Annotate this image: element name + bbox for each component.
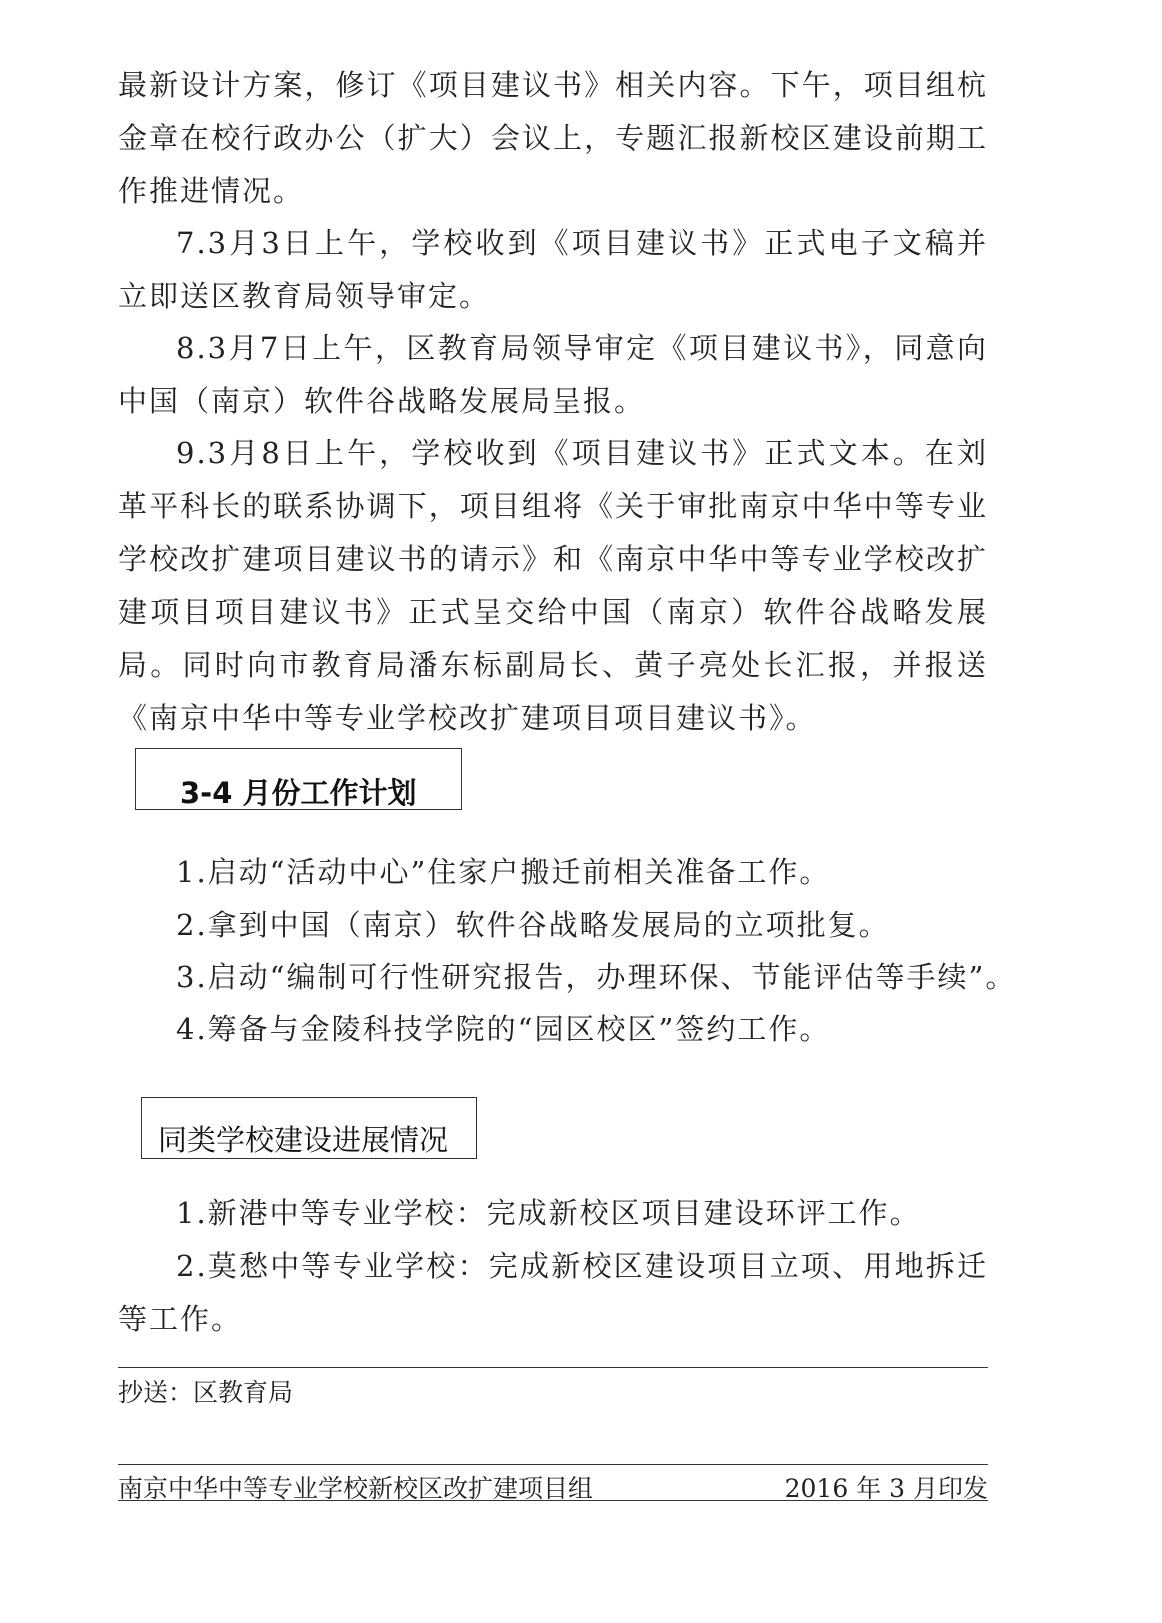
progress-item-2: 2.莫愁中等专业学校：完成新校区建设项目立项、用地拆迁等工作。 <box>118 1249 988 1336</box>
paragraph-continuation: 最新设计方案，修订《项目建议书》相关内容。下午，项目组杭金章在校行政办公（扩大）会议上，专题汇报新校区建设前期工作推进情况。 <box>118 68 988 208</box>
plan-item-3: 3.启动“编制可行性研究报告，办理环保、节能评估等手续”。 <box>176 960 1017 994</box>
progress-heading: 同类学校建设进展情况 <box>158 1123 449 1157</box>
issue-date: 2016 年 3 月印发 <box>784 1474 988 1503</box>
paragraph-item-9: 9.3月8日上午，学校收到《项目建议书》正式文本。在刘革平科长的联系协调下，项目组将《关于审批南京中华中等专业学校改扩建项目建议书的请示》和《南京中华中等专业学校改扩建项目项目建议书》正式呈交给中国（南京）软件谷战略发展局。同时向市教育局潘东标副局长、黄子亮处长汇报，并报送《南京中华中等专业学校改扩建项目项目建议书》。 <box>118 436 988 735</box>
progress-item-1: 1.新港中等专业学校：完成新校区项目建设环评工作。 <box>176 1196 921 1230</box>
issuer-bottom-divider <box>118 1500 988 1501</box>
plan-item-1: 1.启动“活动中心”住家户搬迁前相关准备工作。 <box>176 855 831 889</box>
issuer-top-divider <box>118 1464 988 1465</box>
cc-line: 抄送：区教育局 <box>118 1378 294 1407</box>
plan-heading: 3-4 月份工作计划 <box>180 776 417 810</box>
plan-item-4: 4.筹备与金陵科技学院的“园区校区”签约工作。 <box>176 1012 831 1046</box>
paragraph-item-7: 7.3月3日上午，学校收到《项目建议书》正式电子文稿并立即送区教育局领导审定。 <box>118 226 988 313</box>
plan-heading-box <box>135 748 462 810</box>
issuer-name: 南京中华中等专业学校新校区改扩建项目组 <box>118 1474 594 1503</box>
cc-divider <box>118 1367 988 1368</box>
progress-heading-box <box>141 1097 477 1159</box>
paragraph-item-8: 8.3月7日上午，区教育局领导审定《项目建议书》，同意向中国（南京）软件谷战略发展局呈报。 <box>118 331 988 418</box>
plan-item-2: 2.拿到中国（南京）软件谷战略发展局的立项批复。 <box>176 908 890 942</box>
